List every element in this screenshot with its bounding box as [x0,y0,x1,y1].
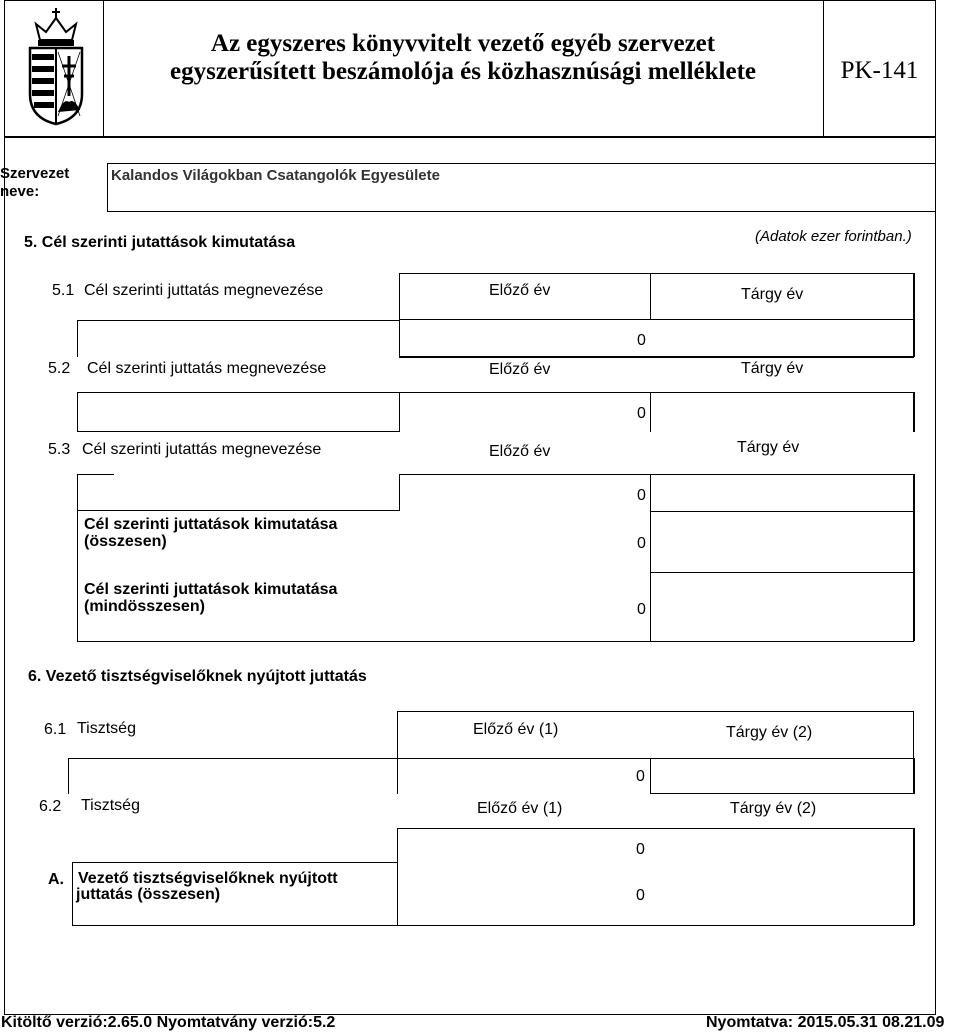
section5-totals-divider [650,474,651,641]
row-5-2-name-label: Cél szerinti juttatás megnevezése [87,360,327,377]
org-name-label-line1: Szervezet [0,165,70,182]
row-5-1-number: 5.1 [52,282,75,299]
row-6-1-divider-3 [913,758,915,794]
row-5-3-name-label: Cél szerinti jutattás megnevezése [82,441,322,458]
org-name-field[interactable] [107,163,936,212]
row-6-1-name-input[interactable] [68,758,397,794]
row-6-2-curr-label: Tárgy év (2) [730,800,817,817]
row-5-2-number: 5.2 [48,360,71,377]
row-5-3-curr-label: Tárgy év [737,439,800,456]
row-6-2-rule [397,828,914,829]
coat-of-arms-icon [22,6,90,126]
row-6-2-rule-2 [72,862,397,863]
row-6-1-rule [397,758,914,759]
form-title-line2: egyszerűsített beszámolója és közhasznúsági melléklete [170,58,756,85]
section5-grand-total-label [84,581,337,615]
footer-versions: Kitöltő verzió:2.65.0 Nyomtatvány verzió:5.2 [1,1014,336,1031]
section5-grand-total-label-line1: Cél szerinti juttatások kimutatása [84,581,338,598]
section5-total-value: 0 [637,535,646,552]
row-5-1-divider-3 [913,273,915,357]
section5-grand-total-label-line2: (mindösszesen) [84,598,205,615]
org-name-value: Kalandos Világokban Csatangolók Egyesülete [111,167,440,184]
row-6-1-value: 0 [636,768,645,785]
row-6-2-divider [397,828,398,925]
row-5-1-curr-label: Tárgy év [741,286,804,303]
footer-printed: Nyomtatva: 2015.05.31 08.21.09 [706,1014,945,1031]
row-5-1-prev-label: Előző év [489,282,551,299]
section5-grand-total-value: 0 [637,601,646,618]
row-6-2-value: 0 [636,841,645,858]
org-name-label [0,165,69,201]
section5-title: 5. Cél szerinti jutattások kimutatása [24,234,296,251]
row-5-1-divider-2 [650,273,651,319]
row-6-1-divider-2 [650,758,651,794]
row-6-1-prev-label: Előző év (1) [473,721,559,738]
section5-totals-rule-3 [650,572,914,573]
section5-total-label-line1: Cél szerinti juttatások kimutatása [84,516,338,533]
section6-total-value: 0 [636,887,645,904]
row-5-2-value: 0 [637,405,646,422]
form-code: PK-141 [840,57,919,84]
row-6-1-rule-2 [650,793,914,794]
row-5-2-curr-label: Tárgy év [741,360,804,377]
row-6-2-prev-label: Előző év (1) [477,800,563,817]
row-5-3-top-rule-2 [77,474,114,475]
org-name-label-line2: neve: [0,183,40,200]
section6-total-label-line1: Vezető tisztségviselőknek nyújtott [78,870,338,887]
row-6-1-name-label: Tisztség [77,720,136,737]
row-6-2-rule-3 [72,925,914,926]
row-6-2-number: 6.2 [39,798,62,815]
row-5-2-divider-2 [650,392,651,432]
section6-total-number: A. [48,871,64,888]
row-5-2-top-rule [399,392,914,393]
row-5-1-top-rule [399,273,914,274]
row-5-3-value: 0 [637,487,646,504]
section5-total-label [84,516,337,550]
row-6-1-curr-label: Tárgy év (2) [726,724,813,741]
row-6-1-number: 6.1 [44,721,67,738]
row-5-1-name-input[interactable] [77,320,399,357]
row-5-2-name-input[interactable] [77,392,399,432]
section5-totals-rule-2 [77,641,914,642]
row-6-2-divider-2 [913,828,915,925]
row-5-1-bottom-rule [399,356,914,358]
section6-title: 6. Vezető tisztségviselőknek nyújtott juttatás [28,668,367,685]
form-title-line1: Az egyszeres könyvvitelt vezető egyéb szervezet [210,30,716,57]
section5-totals-divider-2 [77,511,78,641]
row-5-2-prev-label: Előző év [489,361,551,378]
row-5-1-name-label: Cél szerinti juttatás megnevezése [84,282,324,299]
row-5-3-name-input[interactable] [77,474,399,511]
row-5-3-prev-label: Előző év [489,443,551,460]
row-6-2-divider-3 [72,862,73,925]
row-5-2-divider-3 [913,392,915,432]
row-5-3-divider [399,474,400,511]
section6-total-label-line2: juttatás (összesen) [76,886,221,903]
section5-totals-rule [650,511,914,512]
units-note: (Adatok ezer forintban.) [755,228,912,245]
row-5-1-mid-rule [399,319,914,320]
row-5-3-divider-2 [913,474,915,641]
row-5-1-value: 0 [637,332,646,349]
section6-total-label [76,871,338,903]
row-5-2-divider [399,392,400,432]
row-6-2-name-label: Tisztség [81,797,140,814]
row-6-1-divider [397,758,398,794]
row-5-3-number: 5.3 [48,441,71,458]
row-5-1-divider [399,273,400,357]
section5-total-label-line2: (összesen) [84,533,167,550]
row-5-3-top-rule [399,474,914,475]
